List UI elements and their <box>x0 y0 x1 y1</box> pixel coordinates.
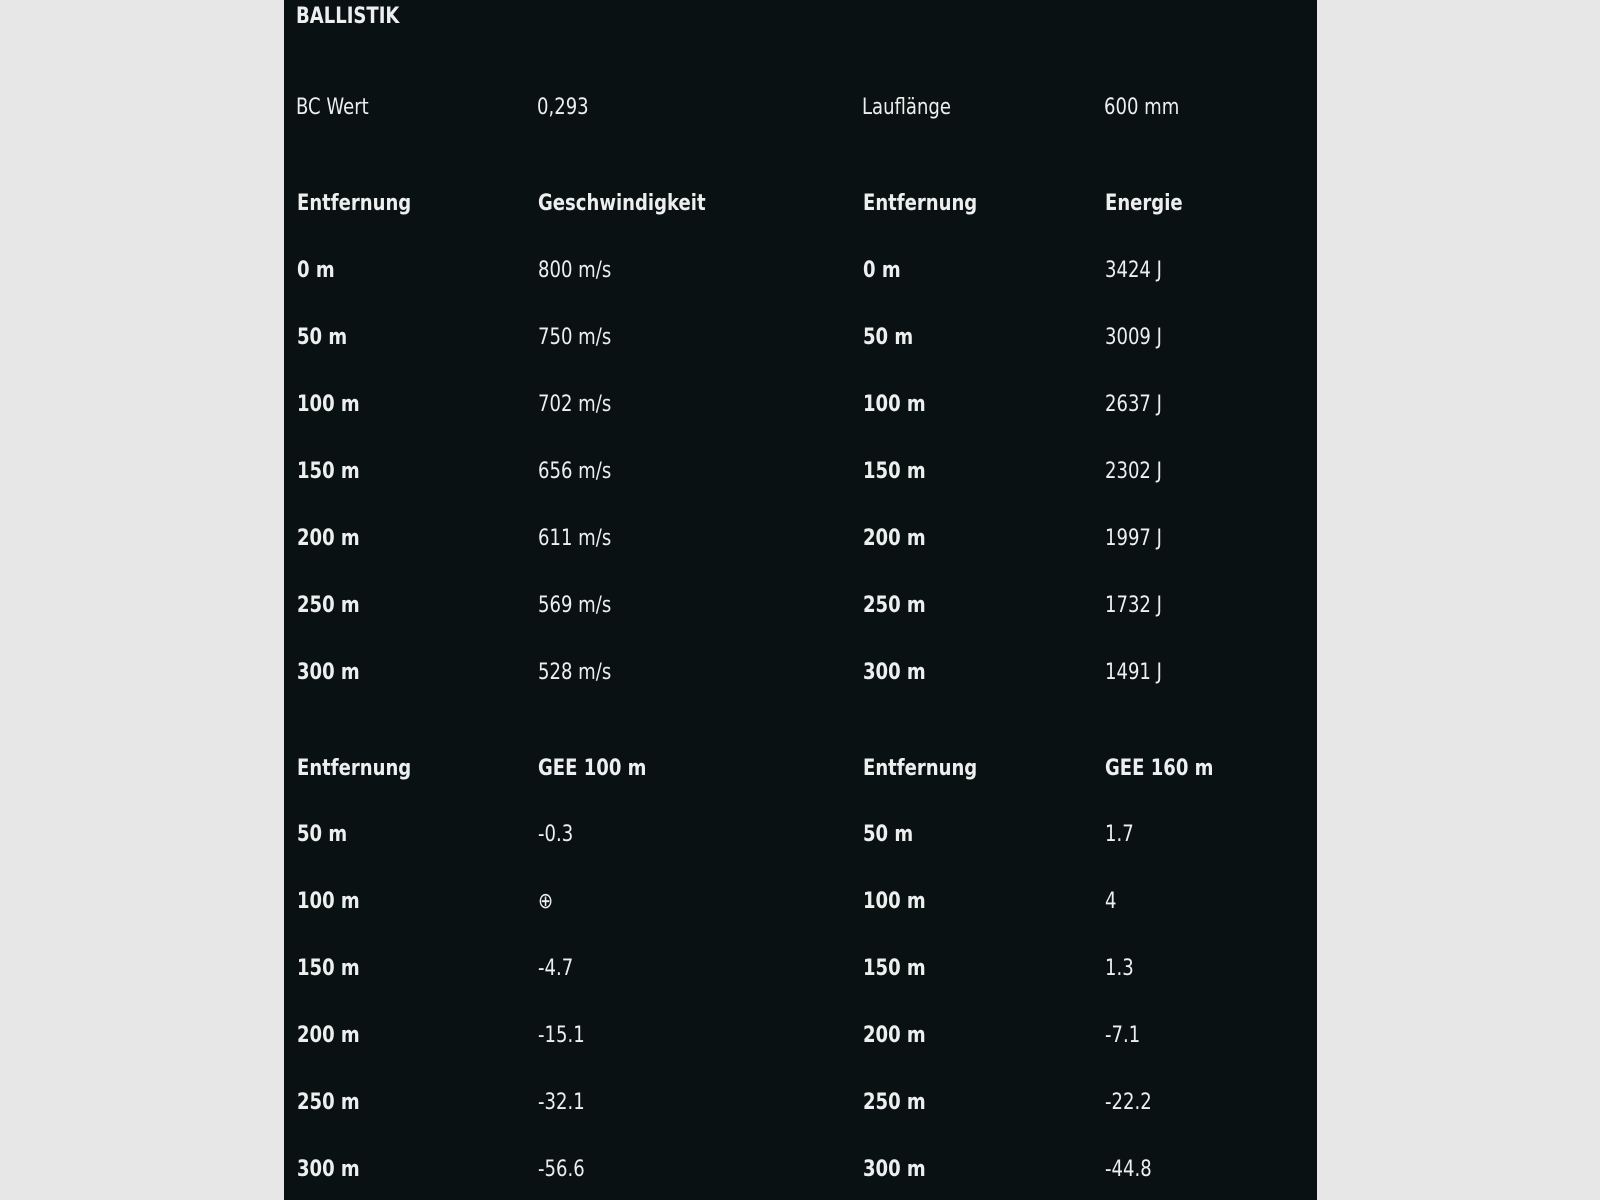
table-header-energy: Energie <box>1105 191 1183 216</box>
table-header-gee-160: GEE 160 m <box>1105 756 1214 781</box>
distance-cell: 50 m <box>297 325 348 350</box>
energy-cell: 2302 J <box>1105 459 1162 484</box>
gee-160-cell: -44.8 <box>1105 1157 1152 1182</box>
gee-160-cell: 4 <box>1105 889 1117 914</box>
distance-cell: 200 m <box>297 526 360 551</box>
energy-cell: 3424 J <box>1105 258 1162 283</box>
distance-cell: 300 m <box>297 660 360 685</box>
table-header-distance: Entfernung <box>863 756 978 781</box>
velocity-cell: 528 m/s <box>538 660 612 685</box>
bc-value: 0,293 <box>537 95 589 120</box>
velocity-cell: 611 m/s <box>538 526 612 551</box>
table-header-distance: Entfernung <box>863 191 978 216</box>
table-header-gee-100: GEE 100 m <box>538 756 647 781</box>
distance-cell: 150 m <box>863 956 926 981</box>
distance-cell: 50 m <box>297 822 348 847</box>
distance-cell: 250 m <box>863 1090 926 1115</box>
energy-cell: 1491 J <box>1105 660 1162 685</box>
zero-point-icon: ⊕ <box>538 889 554 914</box>
gee-100-cell: -4.7 <box>538 956 574 981</box>
distance-cell: 0 m <box>863 258 901 283</box>
distance-cell: 300 m <box>863 1157 926 1182</box>
distance-cell: 100 m <box>863 889 926 914</box>
distance-cell: 0 m <box>297 258 335 283</box>
distance-cell: 100 m <box>297 889 360 914</box>
gee-100-cell: -15.1 <box>538 1023 585 1048</box>
distance-cell: 50 m <box>863 822 914 847</box>
distance-cell: 100 m <box>863 392 926 417</box>
distance-cell: 150 m <box>297 459 360 484</box>
table-header-velocity: Geschwindigkeit <box>538 191 706 216</box>
distance-cell: 200 m <box>297 1023 360 1048</box>
velocity-cell: 702 m/s <box>538 392 612 417</box>
velocity-cell: 569 m/s <box>538 593 612 618</box>
section-title: BALLISTIK <box>296 4 400 29</box>
distance-cell: 150 m <box>297 956 360 981</box>
bc-label: BC Wert <box>296 95 369 120</box>
distance-cell: 200 m <box>863 526 926 551</box>
gee-100-cell: -56.6 <box>538 1157 585 1182</box>
energy-cell: 1997 J <box>1105 526 1162 551</box>
distance-cell: 300 m <box>297 1157 360 1182</box>
gee-160-cell: -7.1 <box>1105 1023 1141 1048</box>
gee-160-cell: 1.3 <box>1105 956 1134 981</box>
velocity-cell: 750 m/s <box>538 325 612 350</box>
distance-cell: 100 m <box>297 392 360 417</box>
distance-cell: 250 m <box>863 593 926 618</box>
energy-cell: 2637 J <box>1105 392 1162 417</box>
table-header-distance: Entfernung <box>297 191 412 216</box>
distance-cell: 250 m <box>297 593 360 618</box>
ballistics-panel <box>284 0 1317 1200</box>
table-header-distance: Entfernung <box>297 756 412 781</box>
distance-cell: 300 m <box>863 660 926 685</box>
barrel-value: 600 mm <box>1104 95 1180 120</box>
gee-100-cell: -0.3 <box>538 822 574 847</box>
gee-160-cell: 1.7 <box>1105 822 1134 847</box>
velocity-cell: 800 m/s <box>538 258 612 283</box>
energy-cell: 1732 J <box>1105 593 1162 618</box>
gee-100-cell: -32.1 <box>538 1090 585 1115</box>
distance-cell: 50 m <box>863 325 914 350</box>
distance-cell: 150 m <box>863 459 926 484</box>
distance-cell: 250 m <box>297 1090 360 1115</box>
velocity-cell: 656 m/s <box>538 459 612 484</box>
barrel-label: Lauflänge <box>862 95 951 120</box>
distance-cell: 200 m <box>863 1023 926 1048</box>
energy-cell: 3009 J <box>1105 325 1162 350</box>
gee-160-cell: -22.2 <box>1105 1090 1152 1115</box>
